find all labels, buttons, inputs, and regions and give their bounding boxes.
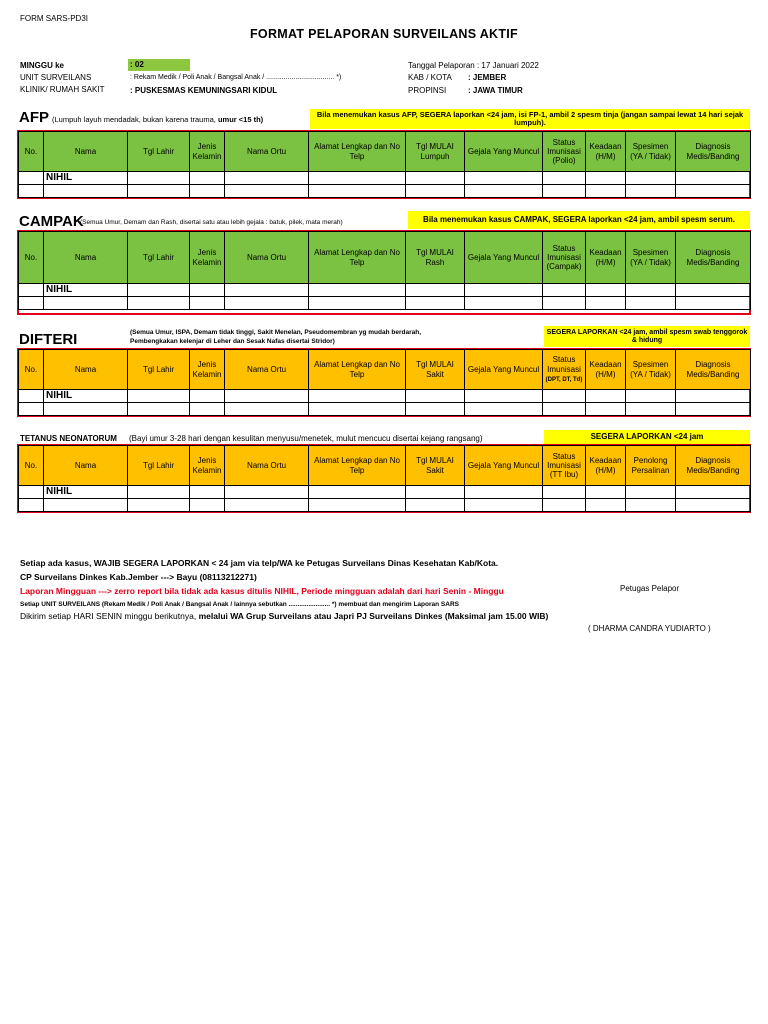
cell[interactable] bbox=[190, 390, 225, 403]
cell[interactable] bbox=[465, 390, 543, 403]
col-penolong: Penolong Persalinan bbox=[626, 446, 676, 486]
col-nama-ortu: Nama Ortu bbox=[225, 232, 309, 284]
footer-line-1: Setiap ada kasus, WAJIB SEGERA LAPORKAN < 24 jam via telp/WA ke Petugas Surveilans Dinas Kesehatan Kab/Kota. bbox=[20, 558, 499, 568]
status-label: Status Imunisasi bbox=[547, 243, 581, 262]
tgl-mulai-label: Tgl MULAI bbox=[416, 248, 454, 258]
klinik-label: KLINIK/ RUMAH SAKIT bbox=[20, 85, 105, 94]
form-code: FORM SARS-PD3I bbox=[20, 14, 89, 23]
col-alamat: Alamat Lengkap dan No Telp bbox=[309, 350, 406, 390]
cell[interactable] bbox=[128, 284, 190, 297]
cell[interactable] bbox=[676, 499, 751, 512]
col-jenis-kelamin: Jenis Kelamin bbox=[190, 446, 225, 486]
cell[interactable] bbox=[465, 297, 543, 310]
cell[interactable] bbox=[586, 297, 626, 310]
col-keadaan: Keadaan (H/M) bbox=[586, 232, 626, 284]
tgl-mulai-label: Tgl MULAI bbox=[416, 142, 454, 152]
footer-line-5a: Dikirim setiap HARI SENIN minggu berikutnya, bbox=[20, 611, 197, 621]
tgl-mulai-sub: Rash bbox=[425, 257, 445, 267]
cell[interactable] bbox=[676, 297, 751, 310]
cell[interactable] bbox=[586, 185, 626, 198]
prop-value: : JAWA TIMUR bbox=[468, 86, 523, 95]
cell[interactable] bbox=[406, 284, 465, 297]
cell[interactable] bbox=[309, 403, 406, 416]
cell[interactable] bbox=[225, 390, 309, 403]
col-spesimen: Spesimen (YA / Tidak) bbox=[626, 232, 676, 284]
table-row bbox=[19, 499, 751, 512]
cell[interactable] bbox=[406, 499, 465, 512]
afp-table bbox=[18, 131, 751, 198]
cell[interactable] bbox=[225, 172, 309, 185]
col-status bbox=[543, 132, 586, 172]
cell[interactable] bbox=[676, 390, 751, 403]
tanggal-pelaporan: Tanggal Pelaporan : 17 Januari 2022 bbox=[408, 61, 539, 70]
kab-value: : JEMBER bbox=[468, 73, 507, 82]
col-gejala: Gejala Yang Muncul bbox=[465, 232, 543, 284]
cell[interactable] bbox=[225, 185, 309, 198]
cell[interactable] bbox=[128, 499, 190, 512]
footer-line-2: CP Surveilans Dinkes Kab.Jember ---> Bayu (08113212271) bbox=[20, 572, 257, 582]
col-status bbox=[543, 350, 586, 390]
cell[interactable] bbox=[309, 499, 406, 512]
cell[interactable] bbox=[465, 486, 543, 499]
col-nama: Nama bbox=[44, 232, 128, 284]
cell[interactable] bbox=[626, 403, 676, 416]
nihil-cell[interactable]: NIHIL bbox=[44, 284, 128, 297]
cell[interactable] bbox=[626, 284, 676, 297]
col-no: No. bbox=[19, 132, 44, 172]
table-row bbox=[19, 297, 751, 310]
cell[interactable] bbox=[44, 297, 128, 310]
tetanus-table bbox=[18, 445, 751, 512]
cell[interactable] bbox=[586, 486, 626, 499]
col-nama: Nama bbox=[44, 350, 128, 390]
status-sub: (Polio) bbox=[552, 156, 576, 166]
cell[interactable] bbox=[190, 403, 225, 416]
table-row bbox=[19, 172, 751, 185]
petugas-label: Petugas Pelapor bbox=[620, 584, 680, 593]
footer-line-5 bbox=[20, 611, 548, 621]
afp-banner: Bila menemukan kasus AFP, SEGERA laporkan <24 jam, isi FP-1, ambil 2 spesm tinja (jangan sampai lewat 14 hari sejak lumpuh). bbox=[310, 109, 750, 129]
difteri-table bbox=[18, 349, 751, 416]
cell[interactable] bbox=[190, 185, 225, 198]
campak-table bbox=[18, 231, 751, 310]
col-gejala: Gejala Yang Muncul bbox=[465, 446, 543, 486]
cell[interactable] bbox=[626, 390, 676, 403]
col-no: No. bbox=[19, 232, 44, 284]
col-alamat: Alamat Lengkap dan No Telp bbox=[309, 446, 406, 486]
cell[interactable] bbox=[190, 297, 225, 310]
cell[interactable] bbox=[44, 185, 128, 198]
campak-title: CAMPAK bbox=[19, 213, 84, 230]
col-jenis-kelamin: Jenis Kelamin bbox=[190, 132, 225, 172]
tetanus-note: (Bayi umur 3-28 hari dengan kesulitan menyusu/menetek, mulut mencucu disertai kejang rangsang) bbox=[129, 434, 483, 443]
col-keadaan: Keadaan (H/M) bbox=[586, 132, 626, 172]
cell[interactable] bbox=[586, 403, 626, 416]
cell[interactable] bbox=[128, 486, 190, 499]
col-nama-ortu: Nama Ortu bbox=[225, 446, 309, 486]
col-diagnosis: Diagnosis Medis/Banding bbox=[676, 132, 751, 172]
cell[interactable] bbox=[676, 284, 751, 297]
col-nama: Nama bbox=[44, 446, 128, 486]
cell[interactable] bbox=[19, 284, 44, 297]
cell[interactable] bbox=[406, 486, 465, 499]
status-label: Status Imunisasi bbox=[547, 137, 581, 156]
table-row bbox=[19, 185, 751, 198]
cell[interactable] bbox=[309, 390, 406, 403]
nihil-cell[interactable]: NIHIL bbox=[44, 486, 128, 499]
table-row bbox=[19, 486, 751, 499]
cell[interactable] bbox=[543, 172, 586, 185]
table-header-row bbox=[19, 350, 751, 390]
col-gejala: Gejala Yang Muncul bbox=[465, 132, 543, 172]
tgl-mulai-label: Tgl MULAI bbox=[416, 360, 454, 370]
cell[interactable] bbox=[543, 284, 586, 297]
cell[interactable] bbox=[44, 403, 128, 416]
cell[interactable] bbox=[19, 486, 44, 499]
col-diagnosis: Diagnosis Medis/Banding bbox=[676, 446, 751, 486]
tgl-mulai-sub: Lumpuh bbox=[420, 151, 450, 161]
cell[interactable] bbox=[543, 185, 586, 198]
col-gejala: Gejala Yang Muncul bbox=[465, 350, 543, 390]
klinik-value: : PUSKESMAS KEMUNINGSARI KIDUL bbox=[130, 86, 278, 95]
cell[interactable] bbox=[309, 284, 406, 297]
tetanus-banner: SEGERA LAPORKAN <24 jam bbox=[544, 430, 750, 444]
cell[interactable] bbox=[128, 390, 190, 403]
unit-value: : Rekam Medik / Poli Anak / Bangsal Anak / ................................... *) bbox=[130, 74, 342, 81]
tgl-mulai-label: Tgl MULAI bbox=[416, 456, 454, 466]
col-tgl-mulai bbox=[406, 350, 465, 390]
cell[interactable] bbox=[626, 297, 676, 310]
nihil-cell[interactable]: NIHIL bbox=[44, 172, 128, 185]
col-spesimen: Spesimen (YA / Tidak) bbox=[626, 132, 676, 172]
cell[interactable] bbox=[406, 390, 465, 403]
col-no: No. bbox=[19, 446, 44, 486]
cell[interactable] bbox=[225, 486, 309, 499]
cell[interactable] bbox=[586, 172, 626, 185]
status-label: Status Imunisasi bbox=[547, 451, 581, 470]
col-nama-ortu: Nama Ortu bbox=[225, 350, 309, 390]
cell[interactable] bbox=[543, 403, 586, 416]
afp-note-text: (Lumpuh layuh mendadak, bukan karena trauma, bbox=[52, 115, 216, 124]
cell[interactable] bbox=[626, 172, 676, 185]
cell[interactable] bbox=[225, 297, 309, 310]
cell[interactable] bbox=[465, 172, 543, 185]
table-header-row bbox=[19, 446, 751, 486]
signer-name: ( DHARMA CANDRA YUDIARTO ) bbox=[588, 624, 711, 633]
table-header-row bbox=[19, 232, 751, 284]
col-jenis-kelamin: Jenis Kelamin bbox=[190, 350, 225, 390]
cell[interactable] bbox=[543, 390, 586, 403]
cell[interactable] bbox=[225, 499, 309, 512]
col-tgl-lahir: Tgl Lahir bbox=[128, 446, 190, 486]
col-diagnosis: Diagnosis Medis/Banding bbox=[676, 350, 751, 390]
cell[interactable] bbox=[465, 499, 543, 512]
cell[interactable] bbox=[225, 403, 309, 416]
col-status bbox=[543, 232, 586, 284]
page-title: FORMAT PELAPORAN SURVEILANS AKTIF bbox=[249, 27, 518, 41]
kab-label: KAB / KOTA bbox=[408, 73, 452, 82]
nihil-cell[interactable]: NIHIL bbox=[44, 390, 128, 403]
cell[interactable] bbox=[626, 499, 676, 512]
cell[interactable] bbox=[676, 403, 751, 416]
tetanus-title: TETANUS NEONATORUM bbox=[20, 434, 117, 443]
cell[interactable] bbox=[309, 297, 406, 310]
col-keadaan: Keadaan (H/M) bbox=[586, 446, 626, 486]
cell[interactable] bbox=[543, 499, 586, 512]
cell[interactable] bbox=[19, 172, 44, 185]
cell[interactable] bbox=[190, 499, 225, 512]
cell[interactable] bbox=[190, 172, 225, 185]
cell[interactable] bbox=[465, 284, 543, 297]
cell[interactable] bbox=[128, 172, 190, 185]
table-header-row bbox=[19, 132, 751, 172]
cell[interactable] bbox=[626, 486, 676, 499]
afp-note-bold: umur <15 th) bbox=[217, 115, 264, 124]
tgl-mulai-sub: Sakit bbox=[426, 465, 444, 475]
cell[interactable] bbox=[676, 486, 751, 499]
cell[interactable] bbox=[190, 486, 225, 499]
col-jenis-kelamin: Jenis Kelamin bbox=[190, 232, 225, 284]
col-diagnosis: Diagnosis Medis/Banding bbox=[676, 232, 751, 284]
cell[interactable] bbox=[406, 185, 465, 198]
unit-label: UNIT SURVEILANS bbox=[20, 73, 92, 82]
status-label: Status Imunisasi bbox=[547, 355, 581, 374]
cell[interactable] bbox=[406, 403, 465, 416]
status-sub: (DPT, DT, Td) bbox=[545, 376, 583, 383]
col-status bbox=[543, 446, 586, 486]
cell[interactable] bbox=[465, 403, 543, 416]
cell[interactable] bbox=[19, 499, 44, 512]
cell[interactable] bbox=[44, 499, 128, 512]
footer-line-3: Laporan Mingguan ---> zerro report bila tidak ada kasus ditulis NIHIL, Periode mingguan adalah dari hari Senin - Minggu bbox=[20, 586, 504, 596]
difteri-note-1: (Semua Umur, ISPA, Demam tidak tinggi, Sakit Menelan, Pseudomembran yg mudah berdarah, bbox=[130, 329, 422, 336]
status-sub: (TT Ibu) bbox=[549, 470, 579, 480]
col-tgl-mulai bbox=[406, 232, 465, 284]
prop-label: PROPINSI bbox=[408, 86, 447, 95]
table-row bbox=[19, 403, 751, 416]
cell[interactable] bbox=[406, 297, 465, 310]
minggu-value: : 02 bbox=[128, 59, 190, 71]
cell[interactable] bbox=[586, 499, 626, 512]
footer-line-4: Setiap UNIT SURVEILANS (Rekam Medik / Poli Anak / Bangsal Anak / lainnya sebutkan ....................... *) membuat dan mengirim Laporan SARS bbox=[20, 601, 459, 608]
minggu-label: MINGGU ke bbox=[20, 61, 65, 70]
col-alamat: Alamat Lengkap dan No Telp bbox=[309, 232, 406, 284]
footer-line-5b: melalui WA Grup Surveilans atau Japri PJ Surveilans Dinkes (Maksimal jam 15.00 WIB) bbox=[198, 611, 549, 621]
afp-title: AFP bbox=[19, 109, 49, 126]
col-alamat: Alamat Lengkap dan No Telp bbox=[309, 132, 406, 172]
cell[interactable] bbox=[626, 185, 676, 198]
cell[interactable] bbox=[128, 185, 190, 198]
col-nama-ortu: Nama Ortu bbox=[225, 132, 309, 172]
afp-note bbox=[52, 115, 263, 124]
difteri-banner: SEGERA LAPORKAN <24 jam, ambil spesm swab tenggorok & hidung bbox=[544, 326, 750, 347]
cell[interactable] bbox=[586, 284, 626, 297]
cell[interactable] bbox=[309, 172, 406, 185]
col-tgl-lahir: Tgl Lahir bbox=[128, 132, 190, 172]
col-nama: Nama bbox=[44, 132, 128, 172]
status-sub: (Campak) bbox=[546, 262, 582, 272]
cell[interactable] bbox=[676, 172, 751, 185]
campak-note: (Semua Umur, Demam dan Rash, disertai satu atau lebih gejala : batuk, pilek, mata merah) bbox=[80, 219, 343, 226]
cell[interactable] bbox=[543, 486, 586, 499]
col-tgl-lahir: Tgl Lahir bbox=[128, 350, 190, 390]
cell[interactable] bbox=[128, 297, 190, 310]
table-row bbox=[19, 390, 751, 403]
cell[interactable] bbox=[543, 297, 586, 310]
cell[interactable] bbox=[19, 185, 44, 198]
cell[interactable] bbox=[676, 185, 751, 198]
cell[interactable] bbox=[465, 185, 543, 198]
col-tgl-mulai bbox=[406, 132, 465, 172]
difteri-note-2: Pembengkakan kelenjar di Leher dan Sesak Nafas disertai Stridor) bbox=[130, 338, 335, 345]
col-spesimen: Spesimen (YA / Tidak) bbox=[626, 350, 676, 390]
cell[interactable] bbox=[19, 297, 44, 310]
campak-banner: Bila menemukan kasus CAMPAK, SEGERA laporkan <24 jam, ambil spesm serum. bbox=[408, 211, 750, 229]
tgl-mulai-sub: Sakit bbox=[426, 369, 444, 379]
cell[interactable] bbox=[309, 185, 406, 198]
cell[interactable] bbox=[19, 390, 44, 403]
cell[interactable] bbox=[586, 390, 626, 403]
col-no: No. bbox=[19, 350, 44, 390]
col-keadaan: Keadaan (H/M) bbox=[586, 350, 626, 390]
col-tgl-mulai bbox=[406, 446, 465, 486]
cell[interactable] bbox=[225, 284, 309, 297]
cell[interactable] bbox=[190, 284, 225, 297]
table-row bbox=[19, 284, 751, 297]
col-tgl-lahir: Tgl Lahir bbox=[128, 232, 190, 284]
cell[interactable] bbox=[406, 172, 465, 185]
difteri-title: DIFTERI bbox=[19, 331, 78, 348]
cell[interactable] bbox=[128, 403, 190, 416]
cell[interactable] bbox=[19, 403, 44, 416]
cell[interactable] bbox=[309, 486, 406, 499]
